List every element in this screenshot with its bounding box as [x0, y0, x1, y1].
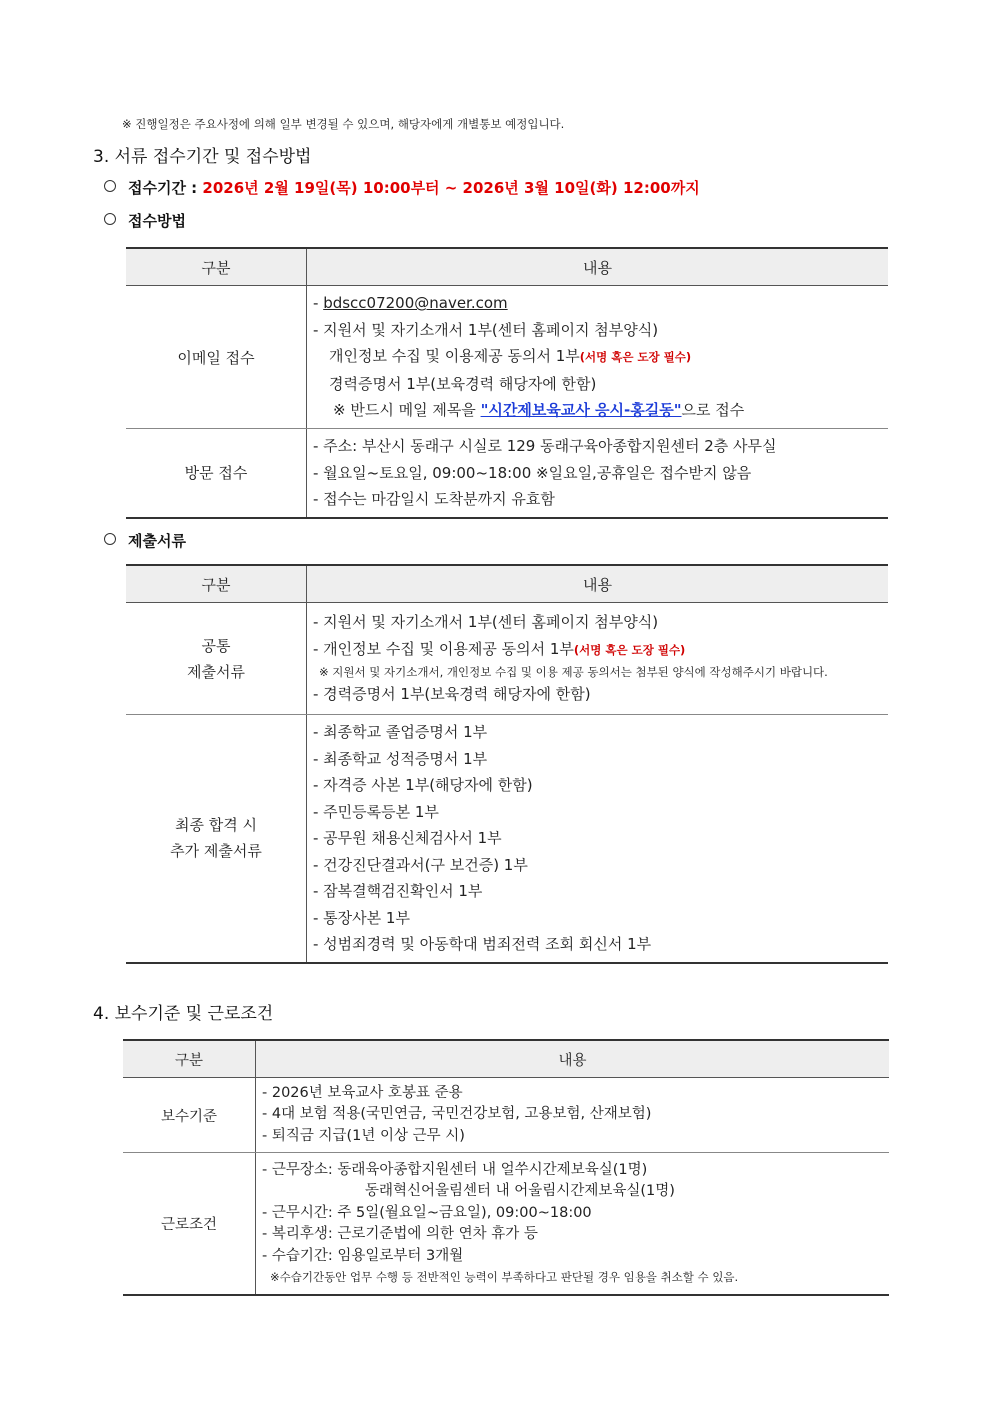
docs-row: [104, 530, 186, 551]
method-label: 접수방법: [128, 212, 186, 230]
method-row: [104, 210, 186, 231]
list-item: - 건강진단결과서(구 보건증) 1부: [313, 855, 528, 874]
section-3-title: 3. 서류 접수기간 및 접수방법: [93, 147, 312, 167]
section-4-title: 4. 보수기준 및 근로조건: [93, 1004, 274, 1024]
circle-bullet-icon: [104, 213, 116, 225]
final-docs-content: [307, 715, 889, 963]
signature-required-note: (서명 혹은 도장 필수): [579, 350, 692, 365]
signature-required-note: (서명 혹은 도장 필수): [573, 642, 686, 657]
email-address-link[interactable]: bdscc07200@naver.com: [323, 294, 508, 313]
list-item: - 공무원 채용신체검사서 1부: [313, 829, 502, 847]
email-subject-format: "시간제보육교사 응시-홍길동": [480, 401, 682, 420]
visit-submission-label: 방문 접수: [126, 429, 307, 518]
pay-standard-content: - 2026년 보육교사 호봉표 준용 - 4대 보험 적용(국민연금, 국민건강보험, 고용보험, 산재보험) - 퇴직금 지급(1년 이상 근무 시): [256, 1078, 890, 1153]
period-label: 접수기간 :: [128, 179, 198, 197]
pay-standard-label: 보수기준: [123, 1078, 256, 1153]
header-content: 내용: [307, 248, 889, 286]
circle-bullet-icon: [104, 533, 116, 545]
required-documents-table: [126, 564, 888, 964]
table-row: [126, 286, 888, 429]
header-category: 구분: [123, 1040, 256, 1078]
submission-method-table: [126, 247, 888, 519]
common-docs-label: 공통 제출서류: [126, 603, 307, 715]
email-submission-content: - bdscc07200@naver.com - 지원서 및 자기소개서 1부(센터 홈페이지 첨부양식) 개인정보 수집 및 이용제공 동의서 1부(서명 혹은 도장 필수) 경력증명서 1부(보육경력 해당자에 한함) ※ 반드시 메일 제목을 "시간제보육교사 응시-홍길동"으로 접수: [307, 286, 889, 429]
list-item: - 주민등록등본 1부: [313, 802, 439, 821]
header-content: 내용: [307, 565, 889, 603]
list-item: - 최종학교 졸업증명서 1부: [313, 723, 488, 741]
list-item: - 잠복결핵검진확인서 1부: [313, 882, 483, 900]
list-item: - 최종학교 성적증명서 1부: [313, 749, 488, 768]
list-item: - 성범죄경력 및 아동학대 범죄전력 조회 회신서 1부: [313, 935, 652, 953]
table-row: [126, 715, 888, 963]
table-row: [123, 1078, 889, 1153]
circle-bullet-icon: [104, 180, 116, 192]
visit-submission-content: - 주소: 부산시 동래구 시실로 129 동래구육아종합지원센터 2층 사무실 - 월요일~토요일, 09:00~18:00 ※일요일,공휴일은 접수받지 않음 - 접수는 마감일시 도착분까지 유효함: [307, 429, 889, 518]
table-row: [123, 1153, 889, 1295]
docs-label: 제출서류: [128, 532, 186, 550]
email-submission-label: 이메일 접수: [126, 286, 307, 429]
final-docs-label: 최종 합격 시 추가 제출서류: [126, 715, 307, 963]
common-docs-content: - 지원서 및 자기소개서 1부(센터 홈페이지 첨부양식) - 개인정보 수집 및 이용제공 동의서 1부(서명 혹은 도장 필수) ※ 지원서 및 자기소개서, 개인정보 수집 및 이용 제공 동의서는 첨부된 양식에 작성해주시기 바랍니다. - 경력증명서 1부(보육경력 해당자에 한함): [307, 603, 889, 715]
schedule-note: ※ 진행일정은 주요사정에 의해 일부 변경될 수 있으며, 해당자에게 개별통보 예정입니다.: [122, 117, 565, 131]
header-content: 내용: [256, 1040, 890, 1078]
table-row: [126, 603, 888, 715]
period-value: 2026년 2월 19일(목) 10:00부터 ~ 2026년 3월 10일(화) 12:00까지: [202, 179, 700, 197]
list-item: - 통장사본 1부: [313, 908, 410, 927]
list-item: - 자격증 사본 1부(해당자에 한함): [313, 776, 533, 794]
header-category: 구분: [126, 248, 307, 286]
work-conditions-label: 근로조건: [123, 1153, 256, 1295]
work-conditions-content: - 근무장소: 동래육아종합지원센터 내 얼쑤시간제보육실(1명) 동래혁신어울림센터 내 어울림시간제보육실(1명) - 근무시간: 주 5일(월요일~금요일), 09:00~18:00 - 복리후생: 근로기준법에 의한 연차 휴가 등 - 수습기간: 임용일로부터 3개월 ※수습기간동안 업무 수행 등 전반적인 능력이 부족하다고 판단될 경우 임용을 취소할 수 있음.: [256, 1153, 890, 1295]
period-row: [104, 177, 700, 198]
pay-conditions-table: [123, 1039, 889, 1296]
table-row: [126, 429, 888, 518]
header-category: 구분: [126, 565, 307, 603]
